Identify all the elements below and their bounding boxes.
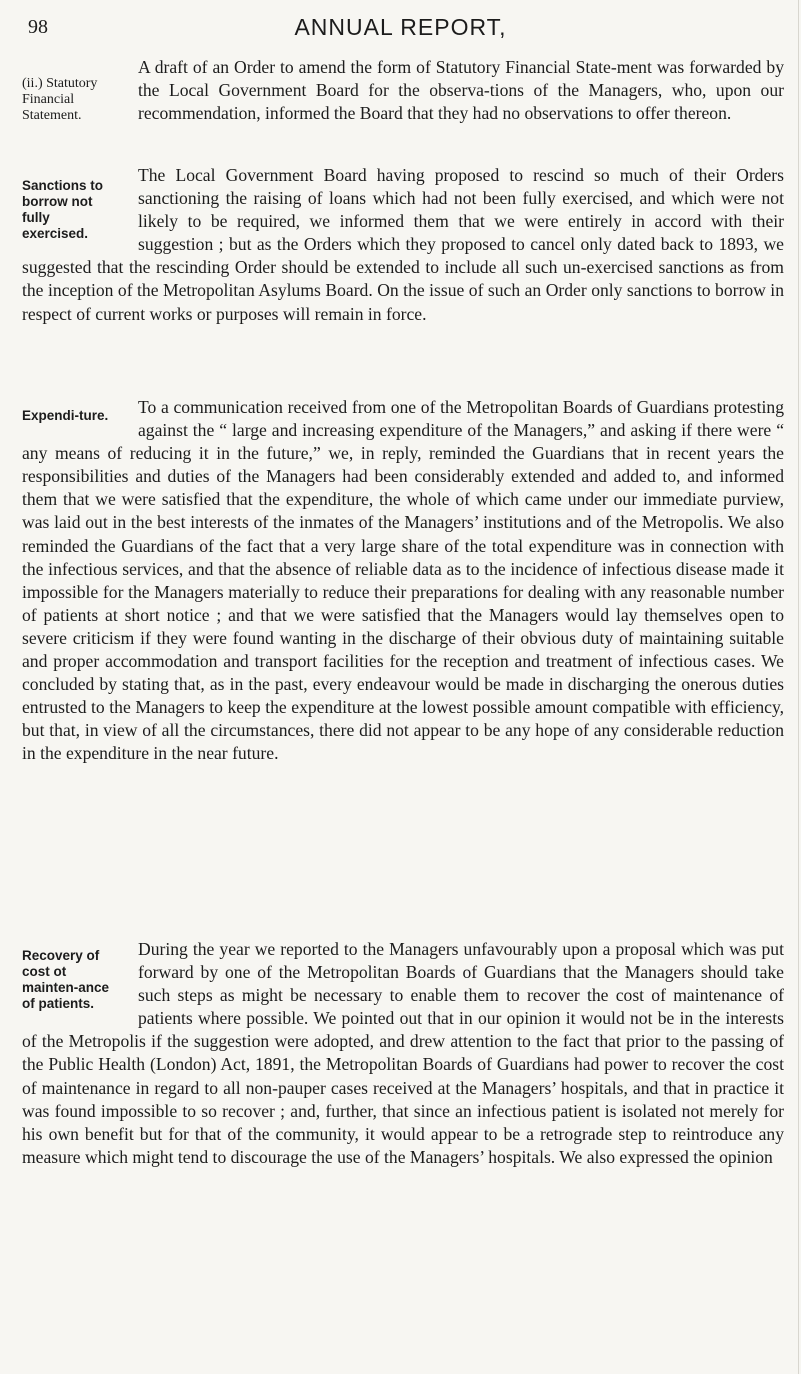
margin-gutter [22,396,138,442]
page-edge [798,0,799,1374]
paragraph-text: A draft of an Order to amend the form of Statutory Financial State-ment was forwarded by the Local Government Board for the observa-tions of the Managers, who, upon our recommendation, informed the Board that they had no observations to offer thereon. [138,57,784,124]
margin-gutter [22,56,138,126]
paragraph-recovery [22,938,784,1169]
margin-note-expenditure: Expendi-ture. [22,408,109,423]
paragraph-expenditure [22,396,784,766]
margin-gutter [22,164,138,256]
paragraph-text: To a communication received from one of the Metropolitan Boards of Guardians protesting against the “ large and increasing expenditure of the Managers,” and asking if there were “ any means of reducing it in the future,” we, in reply, reminded the Guardians that in recent years the responsibilities and duties of the Managers had been considerably extended and added to, and informed them that we were satisfied that the expenditure, the whole of which came under our immediate purview, was laid out in the best interests of the inmates of the Managers’ institutions and of the Metropolis. We also reminded the Guardians of the fact that a very large share of the total expenditure was in connection with the infectious services, and that the absence of reliable data as to the incidence of infectious disease made it impossible for the Managers materially to reduce their preparations for dealing with any reasonable number of patients at short notice ; and that we were satisfied that the Managers would lay themselves open to severe criticism if they were found wanting in the discharge of their obvious duty of maintaining suitable and proper accommodation and transport facilities for the reception and treatment of infectious cases. We concluded by stating that, as in the past, every endeavour would be made in discharging the onerous duties entrusted to the Managers to keep the expenditure at the lowest possible amount compatible with efficiency, but that, in view of all the circumstances, there did not appear to be any hope of any considerable reduction in the expenditure in the near future. [22,397,784,764]
running-head: ANNUAL REPORT, [294,14,507,40]
margin-note-sanctions: Sanctions to borrow not fully exercised. [22,178,104,241]
margin-note-recovery: Recovery of cost ot mainten-ance of patients. [22,948,110,1011]
page-number: 98 [28,16,48,38]
paragraph-text: The Local Government Board having proposed to rescind so much of their Orders sanctioning the raising of loans which had not been fully exercised, and which were not likely to be required, we informed them that we were entirely in accord with their suggestion ; but as the Orders which they proposed to cancel only dated back to 1893, we suggested that the rescinding Order should be extended to include all such un-exercised sanctions as from the inception of the Metropolitan Asylums Board. On the issue of such an Order only sanctions to borrow in respect of current works or purposes will remain in force. [22,165,784,324]
paragraph-text: During the year we reported to the Managers unfavourably upon a proposal which was put forward by one of the Metropolitan Boards of Guardians that the Managers should take such steps as might be necessary to enable them to recover the cost of maintenance of patients where possible. We pointed out that in our opinion it would not be in the interests of the Metropolis if the suggestion were adopted, and drew attention to the fact that prior to the passing of the Public Health (London) Act, 1891, the Metropolitan Boards of Guardians had power to recover the cost of maintenance in regard to all non-pauper cases received at the Managers’ hospitals, and that in practice it was found impossible to so recover ; and, further, that since an infectious patient is isolated not merely for his own benefit but for that of the community, it would appear to be a retrograde step to reintroduce any measure which might tend to discourage the use of the Managers’ hospitals. We also expressed the opinion [22,939,784,1167]
margin-gutter [22,938,138,1030]
margin-note-statutory-statement: (ii.) Statutory Financial Statement. [22,76,98,123]
paragraph-sanctions [22,164,784,326]
paragraph-statutory-statement [22,56,784,126]
